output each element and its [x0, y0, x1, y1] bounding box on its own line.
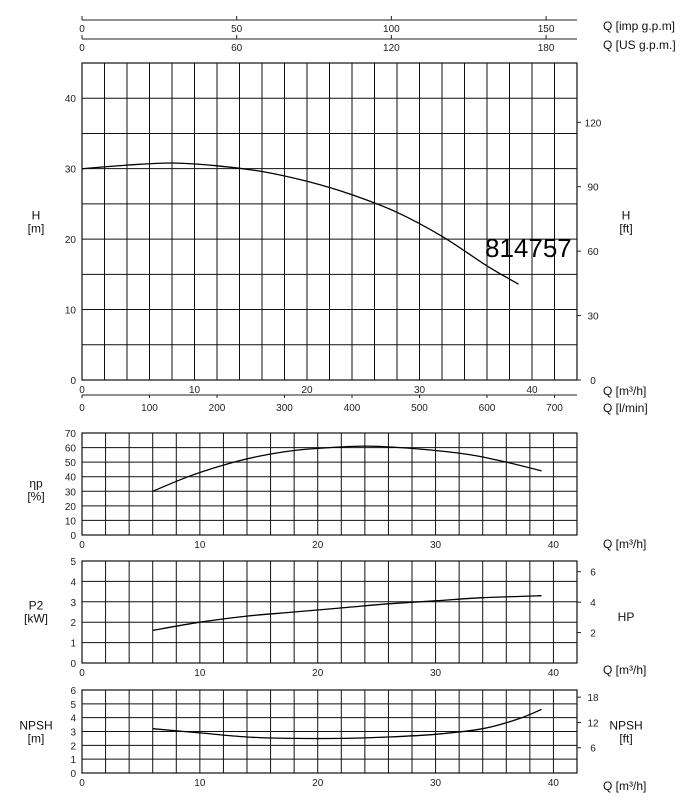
- y2-tick-label: 18: [587, 693, 599, 705]
- y-axis-label: [kW]: [24, 611, 48, 626]
- y-tick-label: 5: [70, 557, 76, 568]
- y-axis-label: P2: [28, 598, 44, 613]
- top-axis-tick-label: 150: [537, 24, 555, 35]
- series-curve: [153, 446, 542, 491]
- y-tick-label: 6: [70, 686, 76, 697]
- y-tick-label: 50: [64, 458, 76, 470]
- y-tick-label: 30: [64, 487, 76, 499]
- y2-tick-label: 6: [590, 567, 596, 579]
- x-tick-label: 40: [526, 385, 538, 396]
- x-tick-label: 30: [413, 385, 426, 396]
- x-tick-label: 30: [430, 668, 442, 679]
- model-code-label: 814757: [485, 233, 572, 263]
- top-axis-tick-label: 120: [383, 43, 400, 54]
- top-flow-axes: [79, 16, 675, 54]
- y-axis-label: [%]: [27, 489, 45, 504]
- top-axis-tick-label: 0: [79, 24, 85, 35]
- y-tick-label: 0: [70, 659, 76, 670]
- x2-tick-label: 700: [546, 403, 563, 414]
- x-tick-label: 0: [79, 540, 85, 551]
- y-tick-label: 2: [70, 741, 76, 753]
- y-tick-label: 60: [64, 443, 76, 455]
- y2-tick-label: 0: [590, 376, 596, 387]
- x2-axis-label: Q [l/min]: [603, 401, 648, 415]
- x2-tick-label: 0: [79, 403, 85, 414]
- efficiency-panel: [27, 429, 646, 551]
- x2-tick-label: 500: [411, 403, 428, 414]
- x-axis-label: Q [m³/h]: [603, 537, 647, 551]
- y-tick-label: 40: [64, 94, 76, 106]
- series-curve: [82, 163, 519, 284]
- power-panel: [24, 557, 646, 679]
- y-tick-label: 4: [70, 713, 76, 725]
- x-tick-label: 10: [194, 668, 206, 679]
- y-tick-label: 0: [70, 376, 76, 387]
- x-axis-label: Q [m³/h]: [603, 384, 647, 398]
- x-tick-label: 40: [547, 778, 559, 789]
- y2-tick-label: 90: [587, 182, 599, 194]
- x2-tick-label: 600: [478, 403, 496, 414]
- y-tick-label: 1: [70, 638, 76, 650]
- x-tick-label: 40: [547, 540, 559, 551]
- y-tick-label: 10: [64, 305, 76, 317]
- series-curve: [153, 709, 542, 738]
- x-tick-label: 20: [312, 668, 324, 679]
- y2-axis-label: NPSH: [609, 718, 643, 733]
- y-tick-label: 0: [70, 769, 76, 780]
- plot-frame: [82, 433, 577, 535]
- x-tick-label: 10: [194, 778, 206, 789]
- x-tick-label: 10: [188, 385, 201, 396]
- x-tick-label: 30: [430, 778, 442, 789]
- y-axis-label: NPSH: [19, 718, 53, 733]
- y2-axis-label: [ft]: [619, 221, 633, 236]
- plot-frame: [82, 561, 577, 663]
- x-tick-label: 10: [194, 540, 206, 551]
- x-tick-label: 0: [79, 385, 85, 396]
- y2-axis-label: H: [621, 208, 631, 223]
- x-tick-label: 0: [79, 778, 85, 789]
- y-axis-label: H: [31, 208, 41, 223]
- x2-tick-label: 100: [141, 403, 158, 414]
- y-tick-label: 20: [64, 235, 76, 247]
- y2-tick-label: 4: [590, 598, 596, 610]
- y2-tick-label: 6: [590, 743, 596, 755]
- top-axis-tick-label: 180: [537, 43, 555, 54]
- y2-tick-label: 12: [587, 718, 599, 730]
- x-tick-label: 40: [547, 668, 559, 679]
- y2-tick-label: 2: [590, 628, 596, 640]
- y-tick-label: 1: [70, 755, 76, 767]
- y-tick-label: 20: [64, 501, 76, 513]
- y-tick-label: 2: [70, 618, 76, 630]
- top-axis-tick-label: 100: [383, 24, 400, 35]
- series-curve: [153, 596, 542, 631]
- y-axis-label: [m]: [27, 221, 45, 236]
- top-axis-tick-label: 60: [231, 43, 243, 54]
- top-axis-tick-label: 50: [231, 24, 243, 35]
- y-tick-label: 40: [64, 472, 76, 484]
- y2-tick-label: 60: [587, 247, 599, 259]
- y-tick-label: 3: [70, 727, 76, 739]
- y-tick-label: 4: [70, 577, 76, 589]
- x-tick-label: 0: [79, 668, 85, 679]
- x2-tick-label: 200: [208, 403, 226, 414]
- y2-axis-label: HP: [617, 610, 635, 624]
- y-tick-label: 3: [70, 597, 76, 609]
- y-tick-label: 30: [64, 164, 76, 176]
- y2-tick-label: 30: [587, 311, 599, 323]
- x-axis-label: Q [m³/h]: [603, 663, 647, 677]
- y2-tick-label: 120: [584, 118, 602, 130]
- x-tick-label: 20: [312, 540, 324, 551]
- x-tick-label: 20: [301, 385, 313, 396]
- x-tick-label: 20: [312, 778, 324, 789]
- top-axis-label: Q [imp g.p.m]: [603, 19, 676, 33]
- y-tick-label: 5: [70, 699, 76, 711]
- x2-tick-label: 400: [343, 403, 361, 414]
- y-axis-label: [m]: [27, 731, 45, 746]
- x2-tick-label: 300: [276, 403, 293, 414]
- x-tick-label: 30: [430, 540, 442, 551]
- npsh-panel: [19, 686, 646, 793]
- y-tick-label: 10: [64, 516, 76, 528]
- y-axis-label: ηp: [29, 476, 43, 491]
- y2-axis-label: [ft]: [619, 731, 633, 746]
- top-axis-tick-label: 0: [79, 43, 85, 54]
- x-axis-label: Q [m³/h]: [603, 779, 647, 793]
- y-tick-label: 0: [70, 531, 76, 542]
- y-tick-label: 70: [64, 429, 76, 440]
- top-axis-label: Q [US g.p.m.]: [603, 38, 676, 52]
